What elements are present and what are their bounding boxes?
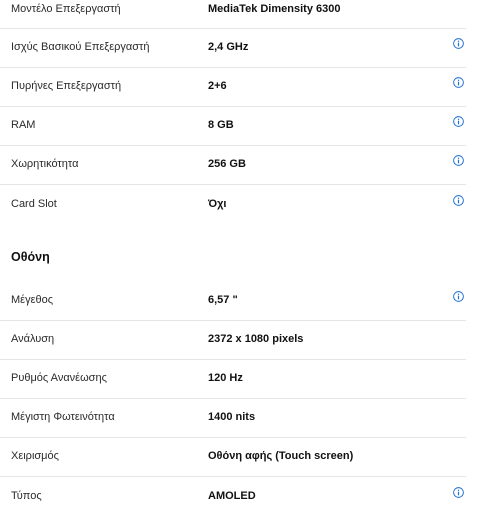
spec-value: 2372 x 1080 pixels — [208, 333, 304, 345]
spec-value: AMOLED — [208, 490, 256, 502]
spec-row — [0, 399, 466, 438]
info-icon[interactable] — [453, 116, 464, 127]
info-icon[interactable] — [453, 38, 464, 49]
spec-row — [0, 146, 466, 185]
display-section-header — [0, 224, 466, 282]
spec-label: Μέγιστη Φωτεινότητα — [11, 411, 115, 423]
spec-label: RAM — [11, 119, 36, 131]
spec-value: 6,57 " — [208, 294, 238, 306]
spec-label: Χειρισμός — [11, 450, 59, 462]
info-icon[interactable] — [453, 487, 464, 498]
spec-label: Τύπος — [11, 490, 42, 502]
spec-row — [0, 68, 466, 107]
spec-value: 8 GB — [208, 119, 234, 131]
spec-value: 2+6 — [208, 80, 227, 92]
info-icon[interactable] — [453, 77, 464, 88]
spec-value: 120 Hz — [208, 372, 243, 384]
processor-specs — [0, 0, 466, 224]
spec-label: Μοντέλο Επεξεργαστή — [11, 3, 121, 15]
spec-value: Όχι — [208, 198, 227, 210]
spec-label: Μέγεθος — [11, 294, 54, 306]
spec-value: 1400 nits — [208, 411, 256, 423]
spec-label: Χωρητικότητα — [11, 158, 79, 170]
spec-label: Ανάλυση — [11, 333, 55, 345]
spec-label: Πυρήνες Επεξεργαστή — [11, 80, 122, 92]
spec-label: Ισχύς Βασικού Επεξεργαστή — [11, 41, 150, 53]
spec-value: 256 GB — [208, 158, 246, 170]
spec-row — [0, 0, 466, 29]
spec-row — [0, 29, 466, 68]
spec-label: Card Slot — [11, 198, 57, 210]
spec-row — [0, 185, 466, 224]
spec-row — [0, 321, 466, 360]
spec-row — [0, 360, 466, 399]
spec-row — [0, 107, 466, 146]
spec-value: Οθόνη αφής (Touch screen) — [208, 450, 354, 462]
section-title-display: Οθόνη — [11, 250, 50, 264]
spec-label: Ρυθμός Ανανέωσης — [11, 372, 107, 384]
info-icon[interactable] — [453, 195, 464, 206]
spec-value: 2,4 GHz — [208, 41, 249, 53]
spec-row — [0, 477, 466, 516]
spec-row — [0, 282, 466, 321]
info-icon[interactable] — [453, 291, 464, 302]
info-icon[interactable] — [453, 155, 464, 166]
spec-row — [0, 438, 466, 477]
spec-value: MediaTek Dimensity 6300 — [208, 3, 341, 15]
display-specs — [0, 282, 466, 516]
